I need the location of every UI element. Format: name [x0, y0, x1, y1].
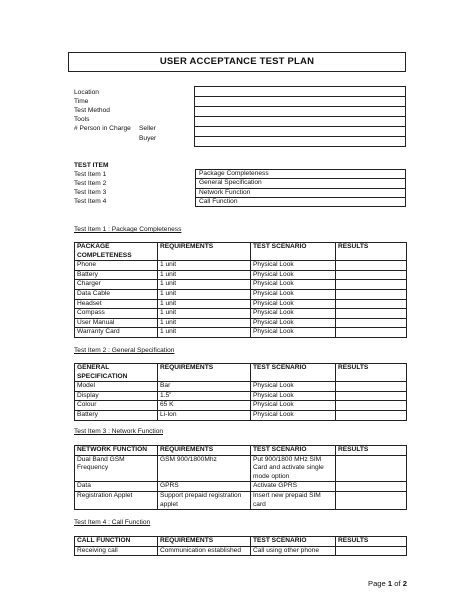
result-cell[interactable]	[336, 261, 407, 271]
result-cell[interactable]	[336, 455, 407, 482]
table-cell: 1 unit	[158, 280, 251, 290]
table-cell: 1 unit	[158, 270, 251, 280]
time-label: Time	[74, 98, 89, 105]
location-field[interactable]	[195, 87, 405, 97]
table-cell: Physical Look	[251, 289, 336, 299]
table-cell: Registration Applet	[75, 491, 158, 509]
column-header: TEST SCENARIO	[251, 364, 336, 382]
table-row	[75, 382, 407, 392]
table-cell: 1 unit	[158, 289, 251, 299]
table-header-row	[75, 364, 407, 382]
result-cell[interactable]	[336, 482, 407, 492]
result-cell[interactable]	[336, 546, 407, 556]
result-cell[interactable]	[336, 289, 407, 299]
column-header: RESULTS	[336, 446, 407, 456]
table-cell: Display	[75, 391, 158, 401]
table-cell: Physical Look	[251, 280, 336, 290]
table-cell: Bar	[158, 382, 251, 392]
table-cell: Put 900/1800 MHz SIM Card and activate single mode option	[251, 455, 336, 482]
table-cell: Warranty Card	[75, 328, 158, 338]
table-cell: Battery	[75, 410, 158, 420]
table-cell: Phone	[75, 261, 158, 271]
table-row	[75, 318, 407, 328]
total-pages-number: 2	[402, 579, 407, 588]
column-header: GENERAL SPECIFICATION	[75, 364, 158, 382]
table-cell: Model	[75, 382, 158, 392]
test-method-label: Test Method	[74, 107, 110, 114]
table-cell: Physical Look	[251, 261, 336, 271]
table-row	[75, 261, 407, 271]
table-cell: 1 unit	[158, 309, 251, 319]
test-item-value: Package Completeness	[196, 170, 405, 179]
table-cell: Battery	[75, 270, 158, 280]
table-cell: Call using other phone	[251, 546, 336, 556]
current-page-number: 1	[387, 579, 393, 588]
general-specification-table	[74, 363, 407, 421]
test-item-label: Test Item 4	[74, 198, 107, 205]
result-cell[interactable]	[336, 382, 407, 392]
table-cell: Physical Look	[251, 309, 336, 319]
table-cell: GPRS	[158, 482, 251, 492]
table-row	[75, 410, 407, 420]
table-cell: Activate GPRS	[251, 482, 336, 492]
call-function-table	[74, 536, 407, 556]
tools-field[interactable]	[195, 117, 405, 127]
table-cell: GSM 900/1800Mhz	[158, 455, 251, 482]
table-cell: Physical Look	[251, 401, 336, 411]
table-cell: Support prepaid registration applet	[158, 491, 251, 509]
table-cell: Physical Look	[251, 382, 336, 392]
column-header: REQUIREMENTS	[158, 537, 251, 547]
table-row	[75, 289, 407, 299]
table-cell: 1 unit	[158, 261, 251, 271]
table-row	[75, 391, 407, 401]
result-cell[interactable]	[336, 410, 407, 420]
buyer-field[interactable]	[195, 137, 405, 147]
table-cell: 1 unit	[158, 318, 251, 328]
table-cell: User Manual	[75, 318, 158, 328]
test-item-label: Test Item 1	[74, 171, 107, 178]
table-cell: Dual Band GSM Frequency	[75, 455, 158, 482]
result-cell[interactable]	[336, 309, 407, 319]
test-item-heading: TEST ITEM	[74, 162, 109, 169]
table-cell: Physical Look	[251, 391, 336, 401]
test-item-value: General Specification	[196, 179, 405, 188]
seller-label: Seller	[139, 125, 156, 132]
table-row	[75, 491, 407, 509]
section1-heading: Test Item 1 : Package Completeness	[74, 226, 182, 233]
table-cell: Physical Look	[251, 270, 336, 280]
page-word: Page	[368, 579, 386, 588]
seller-field[interactable]	[195, 127, 405, 137]
column-header: TEST SCENARIO	[251, 243, 336, 261]
person-in-charge-label: # Person in Charge	[74, 125, 131, 132]
tools-label: Tools	[74, 116, 90, 123]
table-header-row	[75, 446, 407, 456]
table-row	[75, 270, 407, 280]
table-cell: Physical Look	[251, 328, 336, 338]
result-cell[interactable]	[336, 299, 407, 309]
table-row	[75, 328, 407, 338]
result-cell[interactable]	[336, 280, 407, 290]
table-cell: Receiving call	[75, 546, 158, 556]
location-label: Location	[74, 89, 99, 96]
column-header: NETWORK FUNCTION	[75, 446, 158, 456]
table-cell: Headset	[75, 299, 158, 309]
test-item-values-box	[195, 169, 406, 207]
result-cell[interactable]	[336, 491, 407, 509]
table-row	[75, 546, 407, 556]
result-cell[interactable]	[336, 401, 407, 411]
column-header: REQUIREMENTS	[158, 446, 251, 456]
of-word: of	[394, 579, 401, 588]
test-item-label: Test Item 2	[74, 180, 107, 187]
section3-heading: Test Item 3 : Network Function	[74, 428, 164, 435]
table-cell: Physical Look	[251, 299, 336, 309]
column-header: TEST SCENARIO	[251, 537, 336, 547]
table-header-row	[75, 537, 407, 547]
time-field[interactable]	[195, 97, 405, 107]
test-item-value: Call Function	[196, 198, 405, 207]
table-row	[75, 401, 407, 411]
section2-heading: Test Item 2 : General Specification	[74, 347, 175, 354]
table-cell: 65 K	[158, 401, 251, 411]
result-cell[interactable]	[336, 318, 407, 328]
page-number	[368, 579, 407, 588]
table-cell: Colour	[75, 401, 158, 411]
table-cell: Physical Look	[251, 410, 336, 420]
column-header: RESULTS	[336, 364, 407, 382]
table-cell: 1.5”	[158, 391, 251, 401]
result-cell[interactable]	[336, 270, 407, 280]
column-header: REQUIREMENTS	[158, 243, 251, 261]
column-header: TEST SCENARIO	[251, 446, 336, 456]
result-cell[interactable]	[336, 328, 407, 338]
table-cell: Data	[75, 482, 158, 492]
table-cell: Data Cable	[75, 289, 158, 299]
table-row	[75, 309, 407, 319]
package-completeness-table	[74, 242, 407, 338]
test-item-value: Network Function	[196, 189, 405, 198]
table-cell: Insert new prepaid SIM card	[251, 491, 336, 509]
result-cell[interactable]	[336, 391, 407, 401]
test-item-label: Test Item 3	[74, 189, 107, 196]
section4-heading: Test Item 4 : Call Function	[74, 519, 151, 526]
table-cell: 1 unit	[158, 328, 251, 338]
table-cell: Compass	[75, 309, 158, 319]
table-cell: Charger	[75, 280, 158, 290]
table-cell: Li-Ion	[158, 410, 251, 420]
column-header: RESULTS	[336, 243, 407, 261]
document-title: USER ACCEPTANCE TEST PLAN	[68, 52, 406, 72]
table-header-row	[75, 243, 407, 261]
info-fields-grid	[194, 86, 406, 147]
buyer-label: Buyer	[139, 135, 157, 142]
table-row	[75, 482, 407, 492]
test-method-field[interactable]	[195, 107, 405, 117]
table-row	[75, 455, 407, 482]
table-cell: 1 unit	[158, 299, 251, 309]
column-header: PACKAGE COMPLETENESS	[75, 243, 158, 261]
column-header: REQUIREMENTS	[158, 364, 251, 382]
table-cell: Communication established	[158, 546, 251, 556]
column-header: CALL FUNCTION	[75, 537, 158, 547]
column-header: RESULTS	[336, 537, 407, 547]
table-row	[75, 280, 407, 290]
table-cell: Physical Look	[251, 318, 336, 328]
table-row	[75, 299, 407, 309]
network-function-table	[74, 445, 407, 510]
